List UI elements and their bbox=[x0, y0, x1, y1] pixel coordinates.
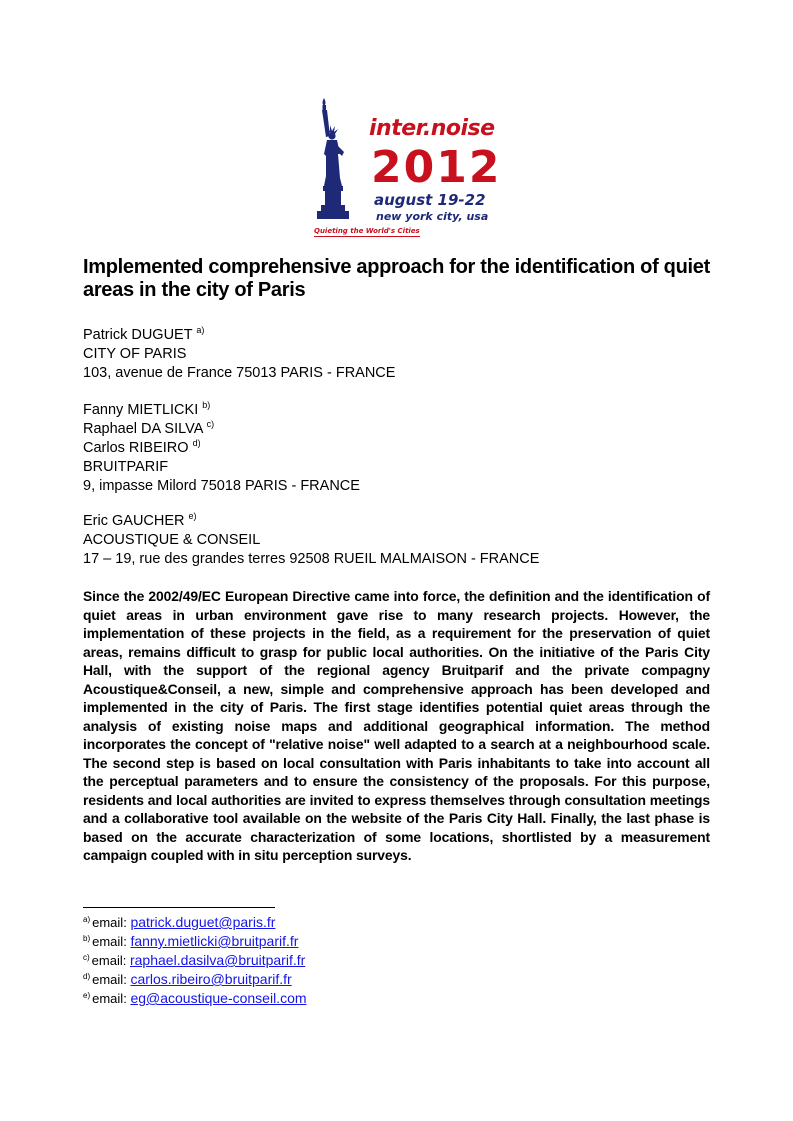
logo-year: 2012 bbox=[371, 142, 502, 193]
author-line bbox=[83, 326, 723, 345]
address: 9, impasse Milord 75018 PARIS - FRANCE bbox=[83, 478, 360, 494]
logo-city: new york city, usa bbox=[376, 210, 489, 223]
abstract: Since the 2002/49/EC European Directive came into force, the definition and the identification of quiet areas in urban environment gave rise to many research projects. However, the implementation of these projects in the field, as a requirement for the preservation of quiet areas, remains difficult to grasp for public local authorities. On the initiative of the Paris City Hall, with the support of the regional agency Bruitparif and the private compagny Acoustique&Conseil, a new, simple and comprehensive approach has been developed and implemented in the city of Paris. The first stage identifies potential quiet areas through the analysis of existing noise maps and additional geographical information. The method incorporates the concept of "relative noise" well adapted to a search at a neighbourhood scale. The second step is based on local consultation with Paris inhabitants to take into account all the perceptual parameters and to ensure the consistency of the proposals. For this purpose, residents and local authorities are invited to express themselves through consultation meetings and a collaborative tool available on the website of the Paris City Hall. Finally, the last phase is based on the accurate characterization of some locations, shortlisted by a measurement campaign coupled with in situ perception surveys. bbox=[83, 588, 710, 863]
email-link[interactable]: carlos.ribeiro@bruitparif.fr bbox=[130, 971, 292, 987]
author-name: Fanny MIETLICKI bbox=[83, 402, 199, 418]
footnote-mark: d) bbox=[83, 972, 91, 981]
affiliation-block bbox=[83, 401, 723, 496]
footnote-mark: b) bbox=[83, 934, 91, 943]
footnote-label: email: bbox=[92, 972, 127, 987]
address: 103, avenue de France 75013 PARIS - FRANCE bbox=[83, 365, 396, 381]
footnote-label: email: bbox=[92, 991, 127, 1006]
paper-title: Implemented comprehensive approach for the identification of quiet areas in the city of Paris bbox=[83, 256, 710, 301]
author-line bbox=[83, 420, 723, 439]
author-mark: a) bbox=[196, 325, 205, 335]
logo-name: inter.noise bbox=[369, 116, 495, 141]
footnote-mark: a) bbox=[83, 915, 91, 924]
footnotes bbox=[83, 913, 307, 1008]
author-mark: d) bbox=[192, 438, 201, 448]
address: 17 – 19, rue des grandes terres 92508 RUEIL MALMAISON - FRANCE bbox=[83, 551, 540, 567]
author-name: Patrick DUGUET bbox=[83, 327, 193, 343]
author-line bbox=[83, 401, 723, 420]
author-line bbox=[83, 439, 723, 458]
logo-tagline: Quieting the World's Cities bbox=[314, 227, 420, 235]
footnote-label: email: bbox=[92, 915, 127, 930]
affiliation-block bbox=[83, 326, 723, 383]
footnote-mark: c) bbox=[83, 953, 90, 962]
author-mark: c) bbox=[206, 419, 215, 429]
author-name: Raphael DA SILVA bbox=[83, 421, 203, 437]
email-link[interactable]: raphael.dasilva@bruitparif.fr bbox=[129, 952, 306, 968]
affiliation-block bbox=[83, 512, 723, 569]
email-link[interactable]: patrick.duguet@paris.fr bbox=[130, 914, 276, 930]
author-name: Eric GAUCHER bbox=[83, 513, 185, 529]
organization: CITY OF PARIS bbox=[83, 346, 187, 362]
author-name: Carlos RIBEIRO bbox=[83, 440, 189, 456]
email-link[interactable]: eg@acoustique-conseil.com bbox=[130, 990, 307, 1006]
logo-dates: august 19-22 bbox=[374, 191, 486, 209]
footnote bbox=[83, 951, 307, 970]
footnote-label: email: bbox=[91, 953, 127, 968]
author-mark: e) bbox=[188, 511, 197, 521]
author-line bbox=[83, 512, 723, 531]
email-link[interactable]: fanny.mietlicki@bruitparif.fr bbox=[130, 933, 299, 949]
conference-logo bbox=[314, 96, 502, 242]
footnote bbox=[83, 989, 307, 1008]
footnote-label: email: bbox=[92, 934, 127, 949]
footnote-divider bbox=[83, 907, 275, 908]
footnote bbox=[83, 932, 307, 951]
organization: ACOUSTIQUE & CONSEIL bbox=[83, 532, 261, 548]
footnote bbox=[83, 913, 307, 932]
footnote bbox=[83, 970, 307, 989]
footnote-mark: e) bbox=[83, 991, 91, 1000]
organization: BRUITPARIF bbox=[83, 459, 169, 475]
statue-of-liberty-icon bbox=[314, 96, 374, 226]
author-mark: b) bbox=[202, 400, 211, 410]
